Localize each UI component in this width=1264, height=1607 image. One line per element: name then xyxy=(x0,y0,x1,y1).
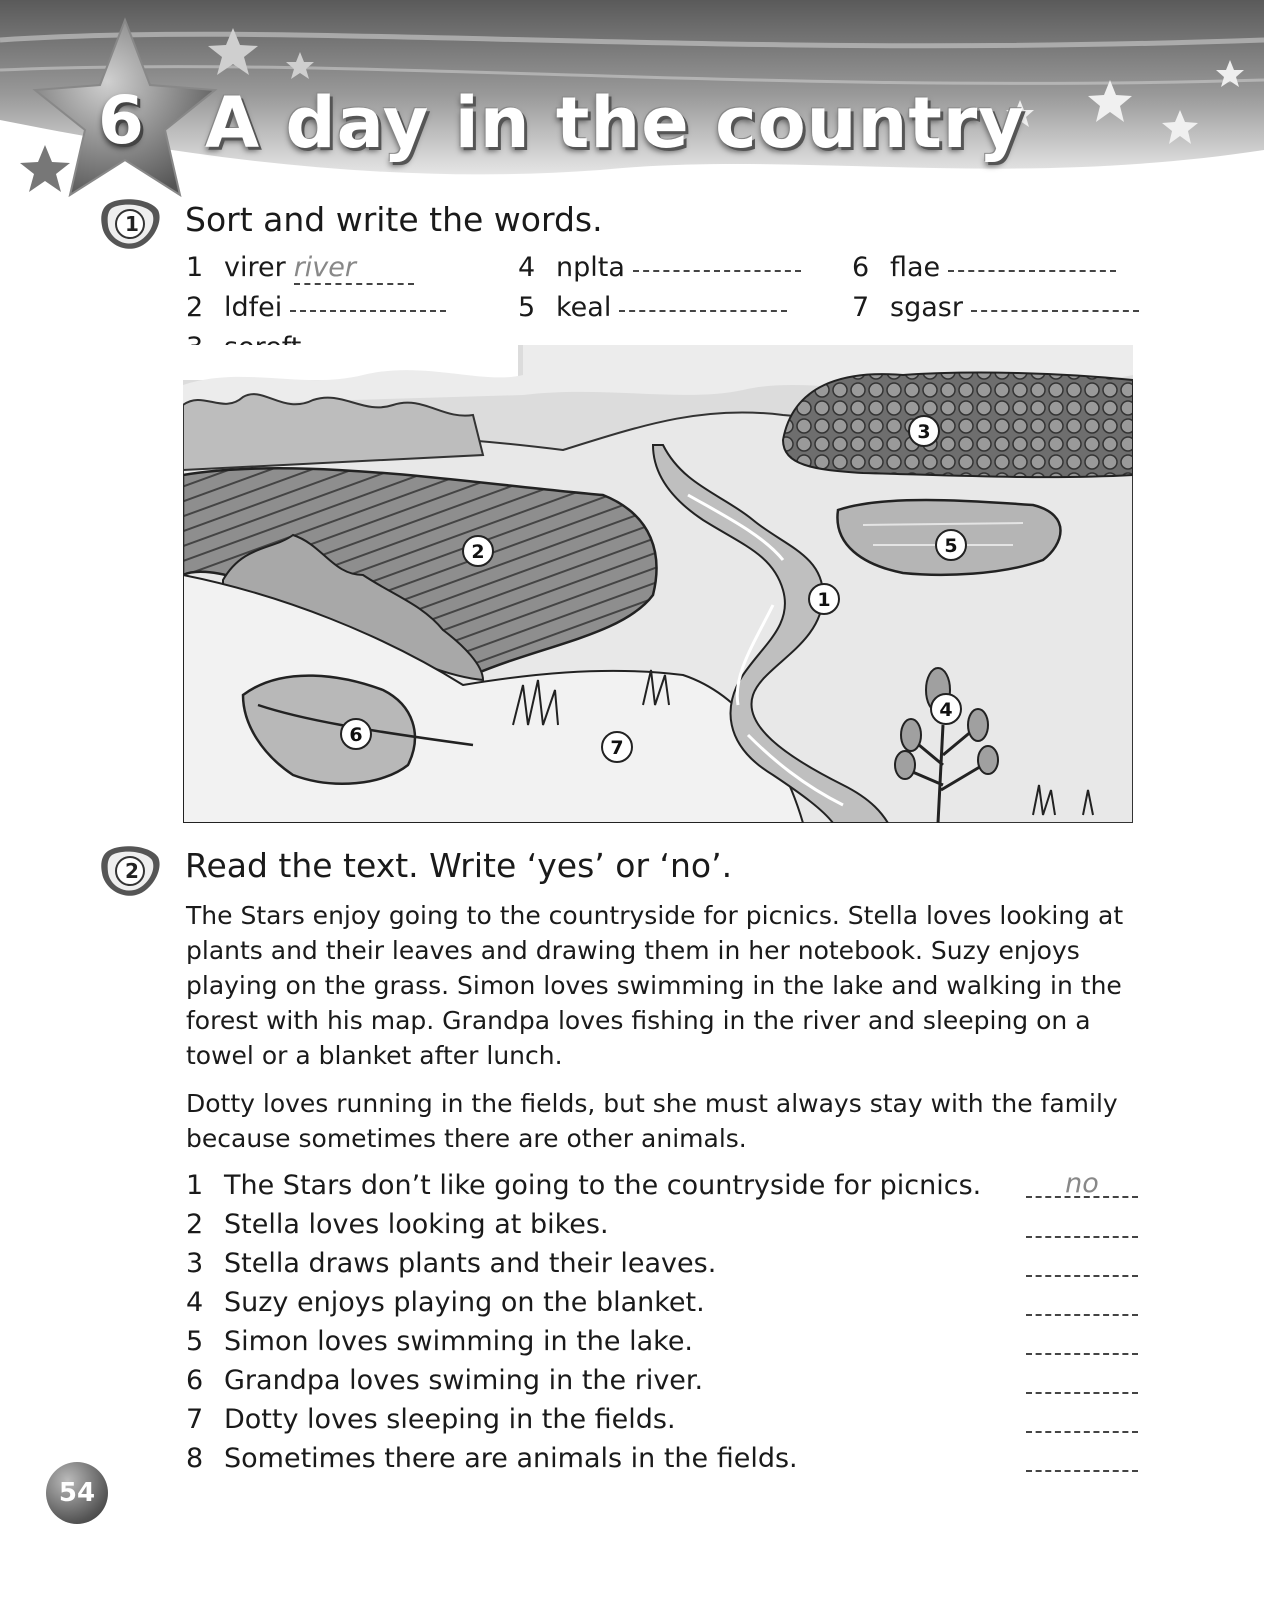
exercise-1-instruction: Sort and write the words. xyxy=(185,200,603,239)
answer-field[interactable] xyxy=(1026,1196,1138,1198)
scrambled-word: flae xyxy=(890,252,941,283)
answer-field[interactable] xyxy=(619,310,787,312)
scrambled-word: sgasr xyxy=(890,292,963,323)
answer-field[interactable] xyxy=(1026,1236,1138,1238)
answer-field[interactable] xyxy=(1026,1431,1138,1433)
svg-text:4: 4 xyxy=(939,699,953,721)
scrambled-word: keal xyxy=(556,292,612,323)
svg-text:1: 1 xyxy=(817,589,831,611)
answer-field[interactable] xyxy=(948,270,1116,272)
callout-6 xyxy=(341,719,371,749)
word-item-7 xyxy=(852,292,1139,323)
svg-text:2: 2 xyxy=(471,541,485,563)
question-text: Stella draws plants and their leaves. xyxy=(224,1248,717,1279)
callout-3 xyxy=(909,416,939,446)
exercise-number: 2 xyxy=(125,859,139,883)
svg-text:7: 7 xyxy=(610,737,624,759)
answer-field[interactable] xyxy=(1026,1470,1138,1472)
answer-field[interactable] xyxy=(633,270,801,272)
callout-2 xyxy=(463,536,493,566)
question-3 xyxy=(186,1248,716,1279)
question-8 xyxy=(186,1443,798,1474)
question-4 xyxy=(186,1287,705,1318)
answer-field[interactable] xyxy=(971,310,1139,312)
question-text: Sometimes there are animals in the fields. xyxy=(224,1443,798,1474)
svg-text:3: 3 xyxy=(917,421,931,443)
item-number: 3 xyxy=(186,1248,204,1279)
question-text: Suzy enjoys playing on the blanket. xyxy=(224,1287,705,1318)
landscape-picture xyxy=(183,345,1133,823)
item-number: 2 xyxy=(186,1209,204,1240)
question-text: Grandpa loves swiming in the river. xyxy=(224,1365,704,1396)
question-1 xyxy=(186,1170,981,1201)
word-item-6 xyxy=(852,252,1116,283)
star-icon xyxy=(20,145,70,192)
word-item-4 xyxy=(518,252,801,283)
item-number: 7 xyxy=(186,1404,204,1435)
question-2 xyxy=(186,1209,609,1240)
question-7 xyxy=(186,1404,676,1435)
word-item-5 xyxy=(518,292,787,323)
item-number: 4 xyxy=(186,1287,204,1318)
callout-5 xyxy=(936,530,966,560)
unit-number: 6 xyxy=(98,82,144,159)
reading-paragraph-2: Dotty loves running in the fields, but she must always stay with the family because sometimes there are other animals. xyxy=(186,1089,1118,1153)
item-number: 5 xyxy=(186,1326,204,1357)
item-number: 8 xyxy=(186,1443,204,1474)
scrambled-word: nplta xyxy=(556,252,625,283)
reading-paragraph-1: The Stars enjoy going to the countryside for picnics. Stella loves looking at plants and their leaves and drawing them in her notebook. Suzy enjoys playing on the grass. Simon loves swimming in the lake and walking in the forest with his map. Grandpa loves fishing in the river and sleeping on a towel or a blanket after lunch. xyxy=(186,901,1124,1070)
answer-field[interactable] xyxy=(1026,1353,1138,1355)
exercise-2-instruction: Read the text. Write ‘yes’ or ‘no’. xyxy=(185,846,733,885)
callout-7 xyxy=(602,732,632,762)
item-number: 6 xyxy=(186,1365,204,1396)
answer-field[interactable]: river xyxy=(294,252,414,285)
answer-field[interactable] xyxy=(290,310,446,312)
item-number: 6 xyxy=(852,252,870,283)
item-number: 7 xyxy=(852,292,870,323)
countryside-illustration xyxy=(183,345,1133,823)
page-number: 54 xyxy=(46,1462,108,1524)
answer-field[interactable] xyxy=(1026,1314,1138,1316)
question-text: Dotty loves sleeping in the fields. xyxy=(224,1404,676,1435)
item-number: 5 xyxy=(518,292,536,323)
answer-field[interactable] xyxy=(1026,1392,1138,1394)
unit-title: A day in the country xyxy=(205,82,1025,164)
item-number: 1 xyxy=(186,1170,204,1201)
unit-header xyxy=(0,0,1264,210)
svg-text:6: 6 xyxy=(349,724,363,746)
question-text: The Stars don’t like going to the countryside for picnics. xyxy=(224,1170,982,1201)
callout-4 xyxy=(931,694,961,724)
item-number: 4 xyxy=(518,252,536,283)
question-5 xyxy=(186,1326,693,1357)
item-number: 1 xyxy=(186,252,204,283)
svg-text:5: 5 xyxy=(944,535,958,557)
exercise-1-badge xyxy=(100,196,162,252)
word-item-1 xyxy=(186,252,414,285)
word-item-2 xyxy=(186,292,446,323)
question-text: Stella loves looking at bikes. xyxy=(224,1209,609,1240)
answer-field[interactable] xyxy=(1026,1275,1138,1277)
answer-value: no xyxy=(1065,1168,1099,1199)
callout-1 xyxy=(809,584,839,614)
question-6 xyxy=(186,1365,703,1396)
question-text: Simon loves swimming in the lake. xyxy=(224,1326,694,1357)
item-number: 2 xyxy=(186,292,204,323)
scrambled-word: virer xyxy=(224,252,286,283)
exercise-2-badge xyxy=(100,843,162,899)
exercise-number: 1 xyxy=(125,212,139,236)
scrambled-word: ldfei xyxy=(224,292,283,323)
